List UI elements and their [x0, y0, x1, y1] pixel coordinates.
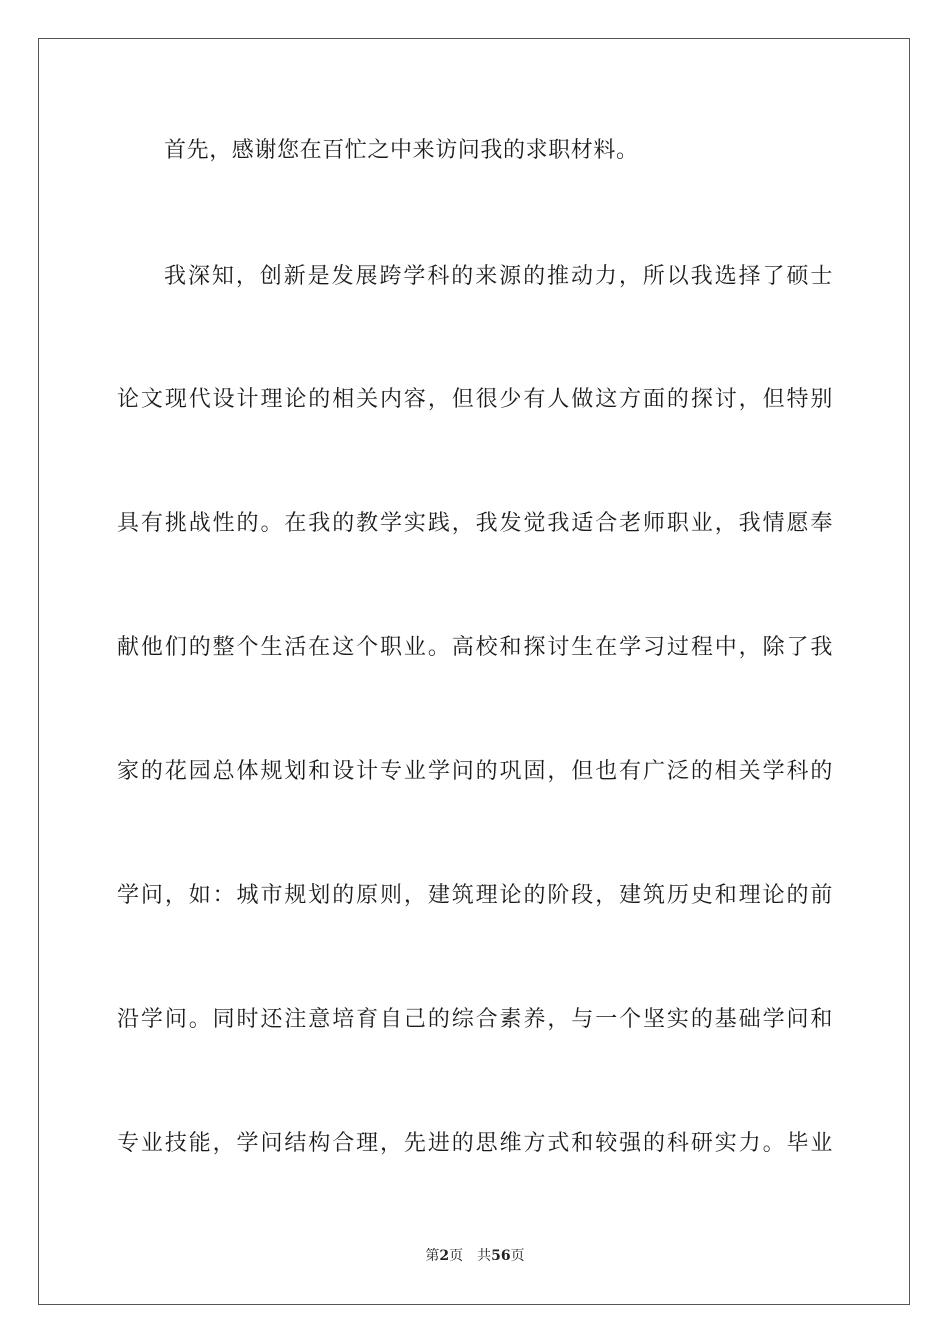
footer-page-suffix: 页: [449, 1248, 464, 1264]
paragraph-line-7: 学问，如：城市规划的原则，建筑理论的阶段，建筑历史和理论的前: [117, 883, 833, 908]
paragraph-line-2: 我深知，创新是发展跨学科的来源的推动力，所以我选择了硕士: [164, 264, 833, 289]
paragraph-line-6: 家的花园总体规划和设计专业学问的巩固，但也有广泛的相关学科的: [117, 759, 833, 784]
page-border: [38, 38, 910, 1305]
footer-page-prefix: 第: [425, 1248, 440, 1264]
paragraph-line-8: 沿学问。同时还注意培育自己的综合素养，与一个坚实的基础学问和: [117, 1007, 833, 1032]
paragraph-line-5: 献他们的整个生活在这个职业。高校和探讨生在学习过程中，除了我: [117, 635, 833, 660]
footer-page-number: 2: [439, 1248, 450, 1264]
footer-total-pages: 56: [491, 1248, 511, 1264]
footer-total-prefix: 共: [477, 1248, 492, 1264]
footer-total-suffix: 页: [510, 1248, 525, 1264]
paragraph-line-3: 论文现代设计理论的相关内容，但很少有人做这方面的探讨，但特别: [117, 387, 833, 412]
paragraph-line-4: 具有挑战性的。在我的教学实践，我发觉我适合老师职业，我情愿奉: [117, 511, 833, 536]
paragraph-line-1: 首先，感谢您在百忙之中来访问我的求职材料。: [164, 138, 639, 163]
paragraph-line-9: 专业技能，学问结构合理，先进的思维方式和较强的科研实力。毕业: [117, 1131, 833, 1156]
page-footer: [0, 1247, 950, 1265]
